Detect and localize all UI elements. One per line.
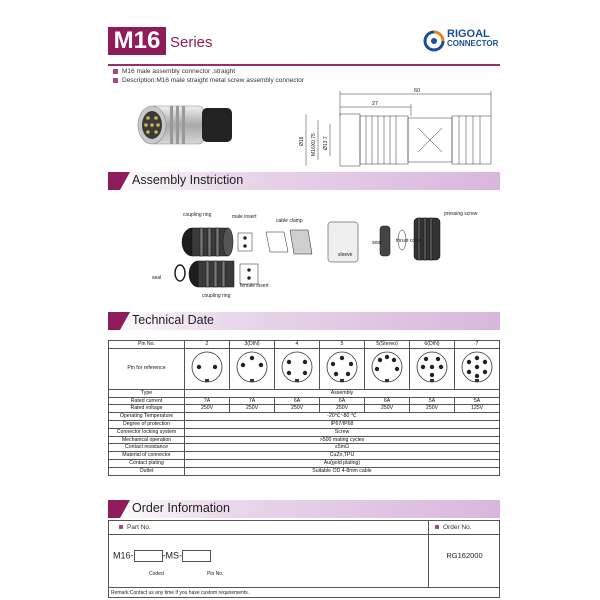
table-row	[109, 348, 500, 389]
table-row	[109, 444, 500, 452]
table-row	[109, 413, 500, 421]
pin-layout-6-icon	[414, 349, 450, 385]
table-cell: 4	[275, 341, 320, 349]
pin-layout-cell	[410, 348, 455, 389]
label-female-insert: female insert	[240, 283, 269, 289]
order-table	[108, 520, 500, 598]
table-cell: 125V	[455, 405, 500, 413]
table-cell: 6A	[275, 397, 320, 405]
order-no-label: Order No.	[443, 524, 472, 531]
table-cell: 6A	[365, 397, 410, 405]
label-sleeve: sleeve	[338, 252, 353, 258]
table-cell: 6(DIN)	[410, 341, 455, 349]
row-label: Pin for reference	[109, 348, 185, 389]
table-cell: Suitable OD 4-8mm cable	[185, 467, 500, 475]
row-label: Outlet	[109, 467, 185, 475]
pin-layout-cell	[230, 348, 275, 389]
table-cell: CuZn,TPU	[185, 452, 500, 460]
table-cell: 2	[185, 341, 230, 349]
table-cell: 250V	[410, 405, 455, 413]
brand-name-line2: CONNECTOR	[447, 39, 499, 48]
pin-layout-2-icon	[189, 349, 225, 385]
coded-box	[134, 550, 163, 562]
pin-no-box	[182, 550, 211, 562]
label-seal-left: seal	[152, 275, 162, 281]
order-section-banner	[108, 500, 500, 518]
table-cell: 7	[455, 341, 500, 349]
order-no-header-content	[429, 521, 500, 535]
coded-label: Coded	[149, 571, 164, 577]
row-label: Material of connector	[109, 452, 185, 460]
pin-layout-cell	[275, 348, 320, 389]
pin-layout-5-icon	[324, 349, 360, 385]
table-row	[109, 467, 500, 475]
dim-thread: M16X0.75	[311, 133, 317, 156]
part-number-pattern	[113, 550, 211, 562]
label-cable-clamp: cable clamp	[276, 218, 303, 224]
table-cell: 5A	[455, 397, 500, 405]
table-cell: 3(DIN)	[230, 341, 275, 349]
label-coupling-ring-bottom: coupling ring	[202, 293, 231, 299]
table-cell: 6A	[320, 397, 365, 405]
bullet-square-icon	[113, 78, 118, 83]
row-label: Contact plating	[109, 459, 185, 467]
dim-inner: Ø13.7	[323, 136, 329, 150]
table-row	[109, 428, 500, 436]
row-label: Degree of protection	[109, 420, 185, 428]
pin-layout-cell	[365, 348, 410, 389]
row-label: Rated voltage	[109, 405, 185, 413]
dimension-drawing	[296, 86, 496, 176]
remark-text: Remark:Contact us any time if you have custom requirements.	[109, 587, 500, 598]
row-label: Pin No.	[109, 341, 185, 349]
part-no-body	[109, 535, 429, 587]
part-prefix: M16-	[113, 550, 134, 561]
order-no-value: RG162000	[446, 551, 483, 560]
table-cell: 250V	[230, 405, 275, 413]
part-no-header	[109, 521, 429, 535]
section-title: Order Information	[132, 501, 230, 515]
series-badge: M16	[108, 27, 166, 55]
label-coupling-ring-top: coupling ring	[183, 212, 212, 218]
label-thrust-collar: thrust collar	[396, 238, 422, 244]
table-row	[109, 436, 500, 444]
pin-layout-3-icon	[234, 349, 270, 385]
table-row	[109, 389, 500, 397]
table-row	[109, 459, 500, 467]
table-row	[109, 397, 500, 405]
pin-layout-4-icon	[279, 349, 315, 385]
dim-partial: 27	[372, 101, 379, 107]
table-cell: Au(gold plating)	[185, 459, 500, 467]
series-label: Series	[170, 34, 213, 51]
bullet-item	[113, 77, 304, 84]
assembly-section-banner	[108, 172, 500, 190]
label-male-insert: male insert	[232, 214, 257, 220]
table-row	[109, 341, 500, 349]
banner-arrow-icon	[108, 312, 130, 330]
pin-layout-cell	[320, 348, 365, 389]
table-cell: -20℃~80 ℃	[185, 413, 500, 421]
label-pressing-screw: pressing screw	[444, 211, 478, 217]
table-cell: 7A	[230, 397, 275, 405]
row-label: Operating Temperature	[109, 413, 185, 421]
table-cell: 250V	[365, 405, 410, 413]
label-seal-right: seal	[372, 240, 382, 246]
technical-section-banner	[108, 312, 500, 330]
table-row	[109, 405, 500, 413]
order-no-header	[429, 521, 500, 535]
part-no-label: Part No.	[127, 524, 151, 531]
pin-layout-cell	[185, 348, 230, 389]
row-label: Rated current	[109, 397, 185, 405]
bullet-item	[113, 68, 235, 75]
table-cell: 250V	[275, 405, 320, 413]
part-middle: -MS-	[162, 550, 183, 561]
dim-overall: 60	[414, 88, 421, 94]
table-row	[109, 452, 500, 460]
table-cell: ≤5mΩ	[185, 444, 500, 452]
table-cell: 250V	[185, 405, 230, 413]
table-cell: 5(Stereo)	[365, 341, 410, 349]
bullet-text: Description:M16 male straight metal screw assembly connector	[122, 77, 305, 84]
table-cell: 250V	[320, 405, 365, 413]
banner-arrow-icon	[108, 500, 130, 518]
row-label: Type	[109, 389, 185, 397]
table-cell: IP67/IP68	[185, 420, 500, 428]
section-title: Technical Date	[132, 313, 214, 327]
technical-table	[108, 340, 500, 476]
header-divider	[108, 64, 500, 66]
brand-name-line1: RIGOAL	[447, 28, 490, 40]
table-cell: Assembly	[185, 389, 500, 397]
part-no-header-content	[109, 521, 428, 535]
connector-photo	[130, 96, 240, 154]
table-cell: 5	[320, 341, 365, 349]
banner-arrow-icon	[108, 172, 130, 190]
brand-name	[447, 29, 498, 49]
table-cell: 5A	[410, 397, 455, 405]
row-label: Connector locking system	[109, 428, 185, 436]
table-cell: >500 mating cycles	[185, 436, 500, 444]
table-cell: 7A	[185, 397, 230, 405]
rigoal-logo-icon	[423, 30, 445, 52]
table-row	[109, 420, 500, 428]
pin-layout-5-stereo-icon	[369, 349, 405, 385]
bullet-square-icon	[119, 525, 123, 529]
row-label: Contact resistance	[109, 444, 185, 452]
table-cell: Screw	[185, 428, 500, 436]
bullet-square-icon	[435, 525, 439, 529]
dim-diameter: Ø18	[299, 136, 305, 146]
bullet-square-icon	[113, 69, 118, 74]
pin-layout-cell	[455, 348, 500, 389]
section-title: Assembly Instriction	[132, 173, 244, 187]
pin-no-caption: Pin No.	[207, 571, 224, 577]
bullet-text: M16 male assembly connector ,straight	[122, 68, 236, 75]
pin-layout-7-icon	[459, 349, 495, 385]
row-label: Mechanical operation	[109, 436, 185, 444]
